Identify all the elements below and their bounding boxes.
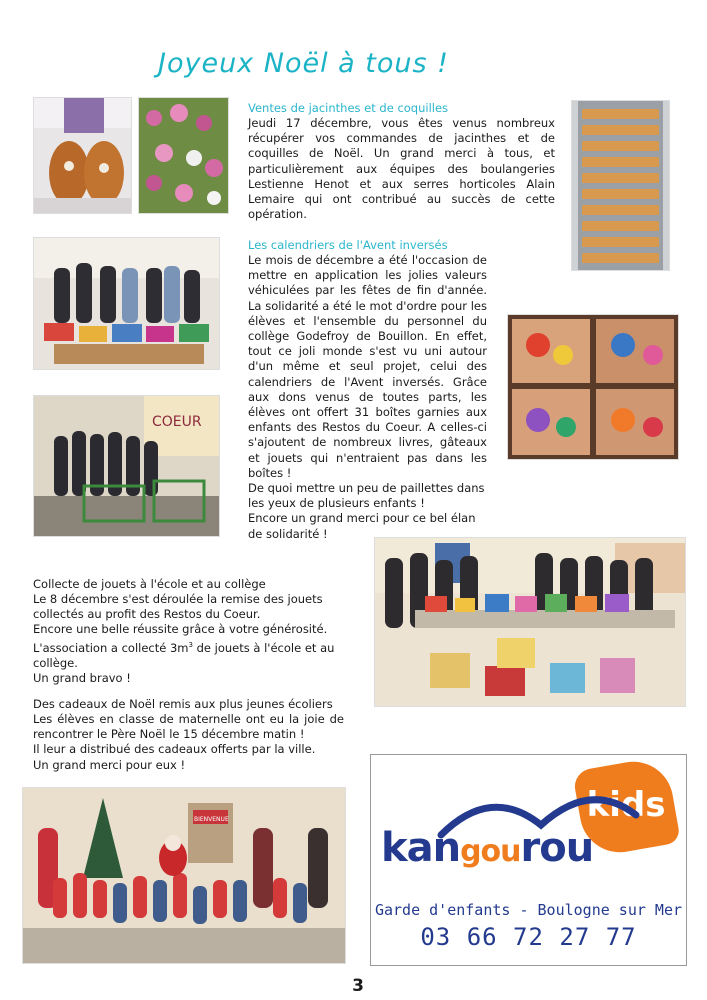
section-jouets-line3: L'association a collecté $3m^3$ de jouets à l'école et au collège.	[33, 640, 335, 670]
section-jouets-heading: Collecte de jouets à l'école et au collège	[33, 577, 266, 591]
page-number: 3	[352, 976, 364, 996]
ad-subtitle: Garde d'enfants - Boulogne sur Mer	[374, 901, 683, 919]
section-calendriers-body2: De quoi mettre un peu de paillettes dans les yeux de plusieurs enfants !	[248, 481, 485, 511]
section-cadeaux-line1: Les élèves en classe de maternelle ont eu la joie de rencontrer le Père Noël le 15 décembre matin !	[33, 712, 344, 742]
section-jacinthes-heading: Ventes de jacinthes et de coquilles	[248, 101, 449, 115]
ad-phone-number: 03 66 72 27 77	[420, 923, 637, 951]
section-jouets-line1: Le 8 décembre s'est déroulée la remise des jouets collectés au profit des Restos du Coeur.	[33, 592, 323, 622]
photo-hyacinths	[138, 97, 229, 214]
section-calendriers-body3: Encore un grand merci pour ce bel élan de solidarité !	[248, 511, 476, 541]
section-jouets-line2: Encore une belle réussite grâce à votre générosité.	[33, 622, 328, 637]
kangourou-logo: kangourou	[381, 825, 594, 871]
section-cadeaux-heading: Des cadeaux de Noël remis aux plus jeunes écoliers	[33, 697, 333, 711]
photo-gift-boxes	[507, 314, 679, 460]
bienvenue-sign: BIENVENUE	[194, 816, 229, 823]
page-title: Joyeux Noël à tous !	[158, 48, 449, 79]
kangourou-kids-ad[interactable]	[370, 754, 687, 966]
photo-bread-rack	[571, 100, 670, 271]
photo-staff-gifts	[33, 237, 220, 370]
section-calendriers-heading: Les calendriers de l'Avent inversés	[248, 238, 448, 252]
section-cadeaux-line2: Il leur a distribué des cadeaux offerts par la ville.	[33, 742, 316, 757]
photo-du-coeur-group	[33, 395, 220, 537]
photo-toys-table	[374, 537, 686, 707]
section-jacinthes-body: Jeudi 17 décembre, vous êtes venus nombreux récupérer vos commandes de jacinthes et de coquilles de Noël. Un grand merci à tous, et particulièrement aux équipes des boulangeries Lestienne Henot et aux serres horticoles Alain Lemaire qui ont contribué au succès de cette opération.	[248, 116, 555, 222]
photo-brioches	[33, 97, 132, 214]
du-coeur-sign: COEUR	[152, 414, 202, 430]
section-jouets-line4: Un grand bravo !	[33, 670, 131, 685]
section-calendriers-body: Le mois de décembre a été l'occasion de mettre en application les jolies valeurs véhiculées par les fêtes de fin d'année. La solidarité a été le mot d'ordre pour les élèves et l'ensemble du personnel du collège Godefroy de Bouillon. En effet, tout ce joli monde s'est vu uni autour d'un même et seul projet, celui des calendriers de l'Avent inversés. Grâce aux dons venus de toutes parts, les élèves ont offert 31 boîtes garnies aux enfants des Restos du Coeur. A celles-ci s'ajoutent de nombreux livres, gâteaux et jouets qui n'entraient pas dans les boîtes !	[248, 253, 487, 480]
photo-kindergarten-santa	[22, 787, 346, 964]
section-cadeaux-line3: Un grand merci pour eux !	[33, 757, 186, 772]
kids-badge: kids	[572, 755, 681, 858]
